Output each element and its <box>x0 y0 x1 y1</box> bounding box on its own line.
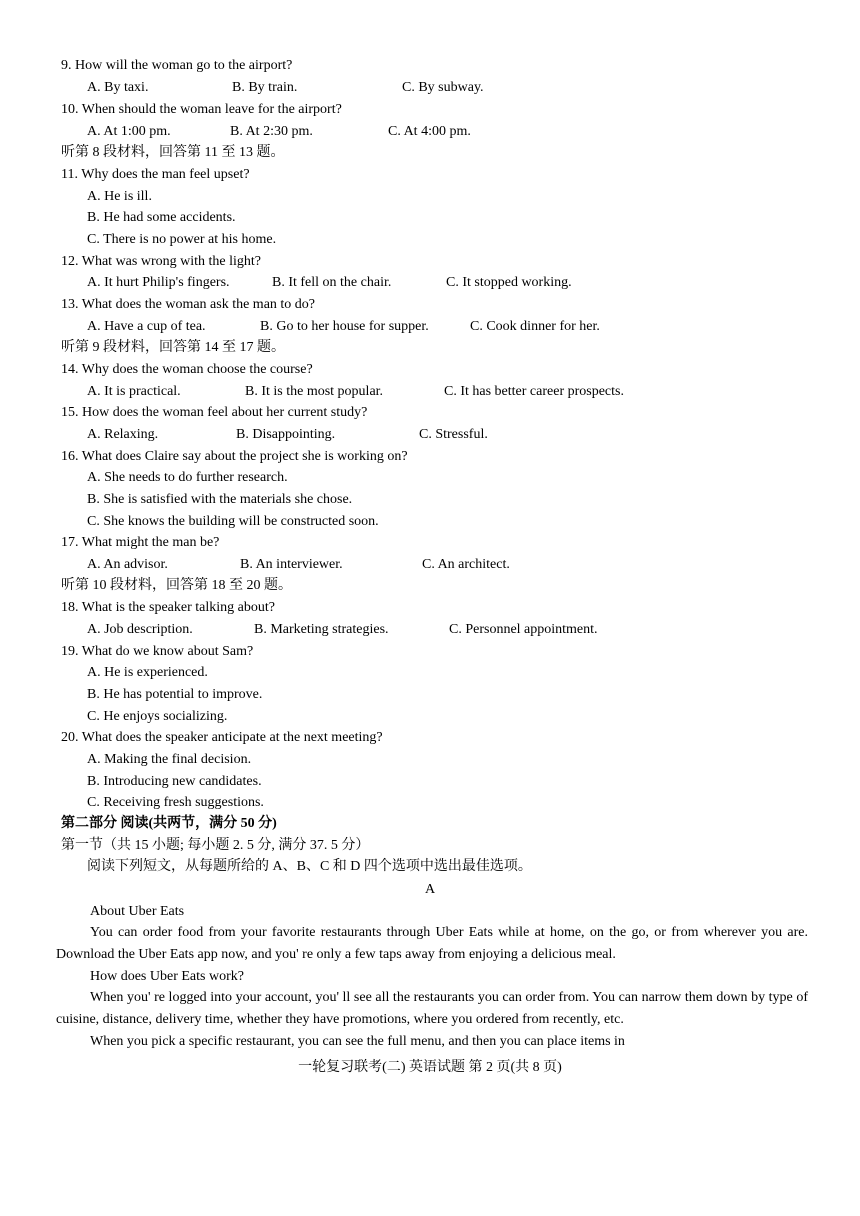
option-a: A. Relaxing. <box>87 427 159 442</box>
question-19: 19. What do we know about Sam? <box>61 644 254 659</box>
option-b: B. He has potential to improve. <box>87 687 263 702</box>
passage-paragraph-1: You can order food from your favorite restaurants through Uber Eats while at home, on the go, or from wherever you are. Download the Uber Eats app now, and you' re only a few taps away from enjoying a delicious meal. <box>56 925 808 962</box>
passage-paragraph-2: When you' re logged into your account, you' ll see all the restaurants you can order from. You can narrow them down by type of cuisine, distance, delivery time, whether they have promotions, where you ordered from recently, etc. <box>56 990 808 1027</box>
option-c: C. An architect. <box>422 557 510 572</box>
option-a: A. She needs to do further research. <box>87 470 288 485</box>
question-17: 17. What might the man be? <box>61 535 220 550</box>
option-a: A. He is ill. <box>87 189 152 204</box>
option-c: C. Stressful. <box>419 427 488 442</box>
page-footer: 一轮复习联考(二) 英语试题 第 2 页(共 8 页) <box>298 1060 562 1075</box>
question-10: 10. When should the woman leave for the airport? <box>61 102 342 117</box>
option-b: B. Disappointing. <box>236 427 336 442</box>
option-b: B. Marketing strategies. <box>254 622 389 637</box>
option-c: C. At 4:00 pm. <box>388 124 471 139</box>
option-a: A. It is practical. <box>87 384 181 399</box>
passage-title: About Uber Eats <box>90 904 185 919</box>
option-c: C. There is no power at his home. <box>87 232 277 247</box>
option-b: B. Introducing new candidates. <box>87 774 262 789</box>
option-a: A. Making the final decision. <box>87 752 252 767</box>
option-c: C. Receiving fresh suggestions. <box>87 795 264 810</box>
question-15: 15. How does the woman feel about her current study? <box>61 405 368 420</box>
option-b: B. An interviewer. <box>240 557 343 572</box>
option-a: A. Job description. <box>87 622 193 637</box>
section-heading-9: 听第 9 段材料，回答第 14 至 17 题。 <box>61 340 285 355</box>
option-a: A. By taxi. <box>87 80 149 95</box>
option-a: A. It hurt Philip's fingers. <box>87 275 230 290</box>
instructions: 阅读下列短文，从每题所给的 A、B、C 和 D 四个选项中选出最佳选项。 <box>87 859 532 874</box>
section-heading-8: 听第 8 段材料，回答第 11 至 13 题。 <box>61 145 285 160</box>
option-b: B. At 2:30 pm. <box>230 124 313 139</box>
question-9: 9. How will the woman go to the airport? <box>61 58 293 73</box>
question-12: 12. What was wrong with the light? <box>61 254 261 269</box>
option-b: B. It is the most popular. <box>245 384 384 399</box>
option-c: C. She knows the building will be constructed soon. <box>87 514 379 529</box>
option-a: A. He is experienced. <box>87 665 208 680</box>
option-b: B. It fell on the chair. <box>272 275 392 290</box>
passage-paragraph-3: When you pick a specific restaurant, you can see the full menu, and then you can place items in <box>90 1034 625 1049</box>
question-13: 13. What does the woman ask the man to do? <box>61 297 316 312</box>
option-b: B. By train. <box>232 80 298 95</box>
option-b: B. Go to her house for supper. <box>260 319 429 334</box>
part-two-heading: 第二部分 阅读(共两节，满分 50 分) <box>61 816 277 831</box>
option-b: B. She is satisfied with the materials she chose. <box>87 492 353 507</box>
option-c: C. It stopped working. <box>446 275 572 290</box>
option-a: A. An advisor. <box>87 557 168 572</box>
passage-letter: A <box>424 882 436 897</box>
passage-subtitle: How does Uber Eats work? <box>90 969 244 984</box>
option-c: C. By subway. <box>402 80 484 95</box>
question-18: 18. What is the speaker talking about? <box>61 600 275 615</box>
section-one-heading: 第一节（共 15 小题; 每小题 2. 5 分, 满分 37. 5 分） <box>61 838 370 853</box>
option-c: C. It has better career prospects. <box>444 384 624 399</box>
option-a: A. At 1:00 pm. <box>87 124 171 139</box>
option-c: C. Personnel appointment. <box>449 622 598 637</box>
option-c: C. He enjoys socializing. <box>87 709 228 724</box>
option-a: A. Have a cup of tea. <box>87 319 206 334</box>
section-heading-10: 听第 10 段材料，回答第 18 至 20 题。 <box>61 578 292 593</box>
question-20: 20. What does the speaker anticipate at the next meeting? <box>61 730 383 745</box>
question-11: 11. Why does the man feel upset? <box>61 167 250 182</box>
option-b: B. He had some accidents. <box>87 210 236 225</box>
question-16: 16. What does Claire say about the project she is working on? <box>61 449 408 464</box>
question-14: 14. Why does the woman choose the course? <box>61 362 313 377</box>
option-c: C. Cook dinner for her. <box>470 319 600 334</box>
